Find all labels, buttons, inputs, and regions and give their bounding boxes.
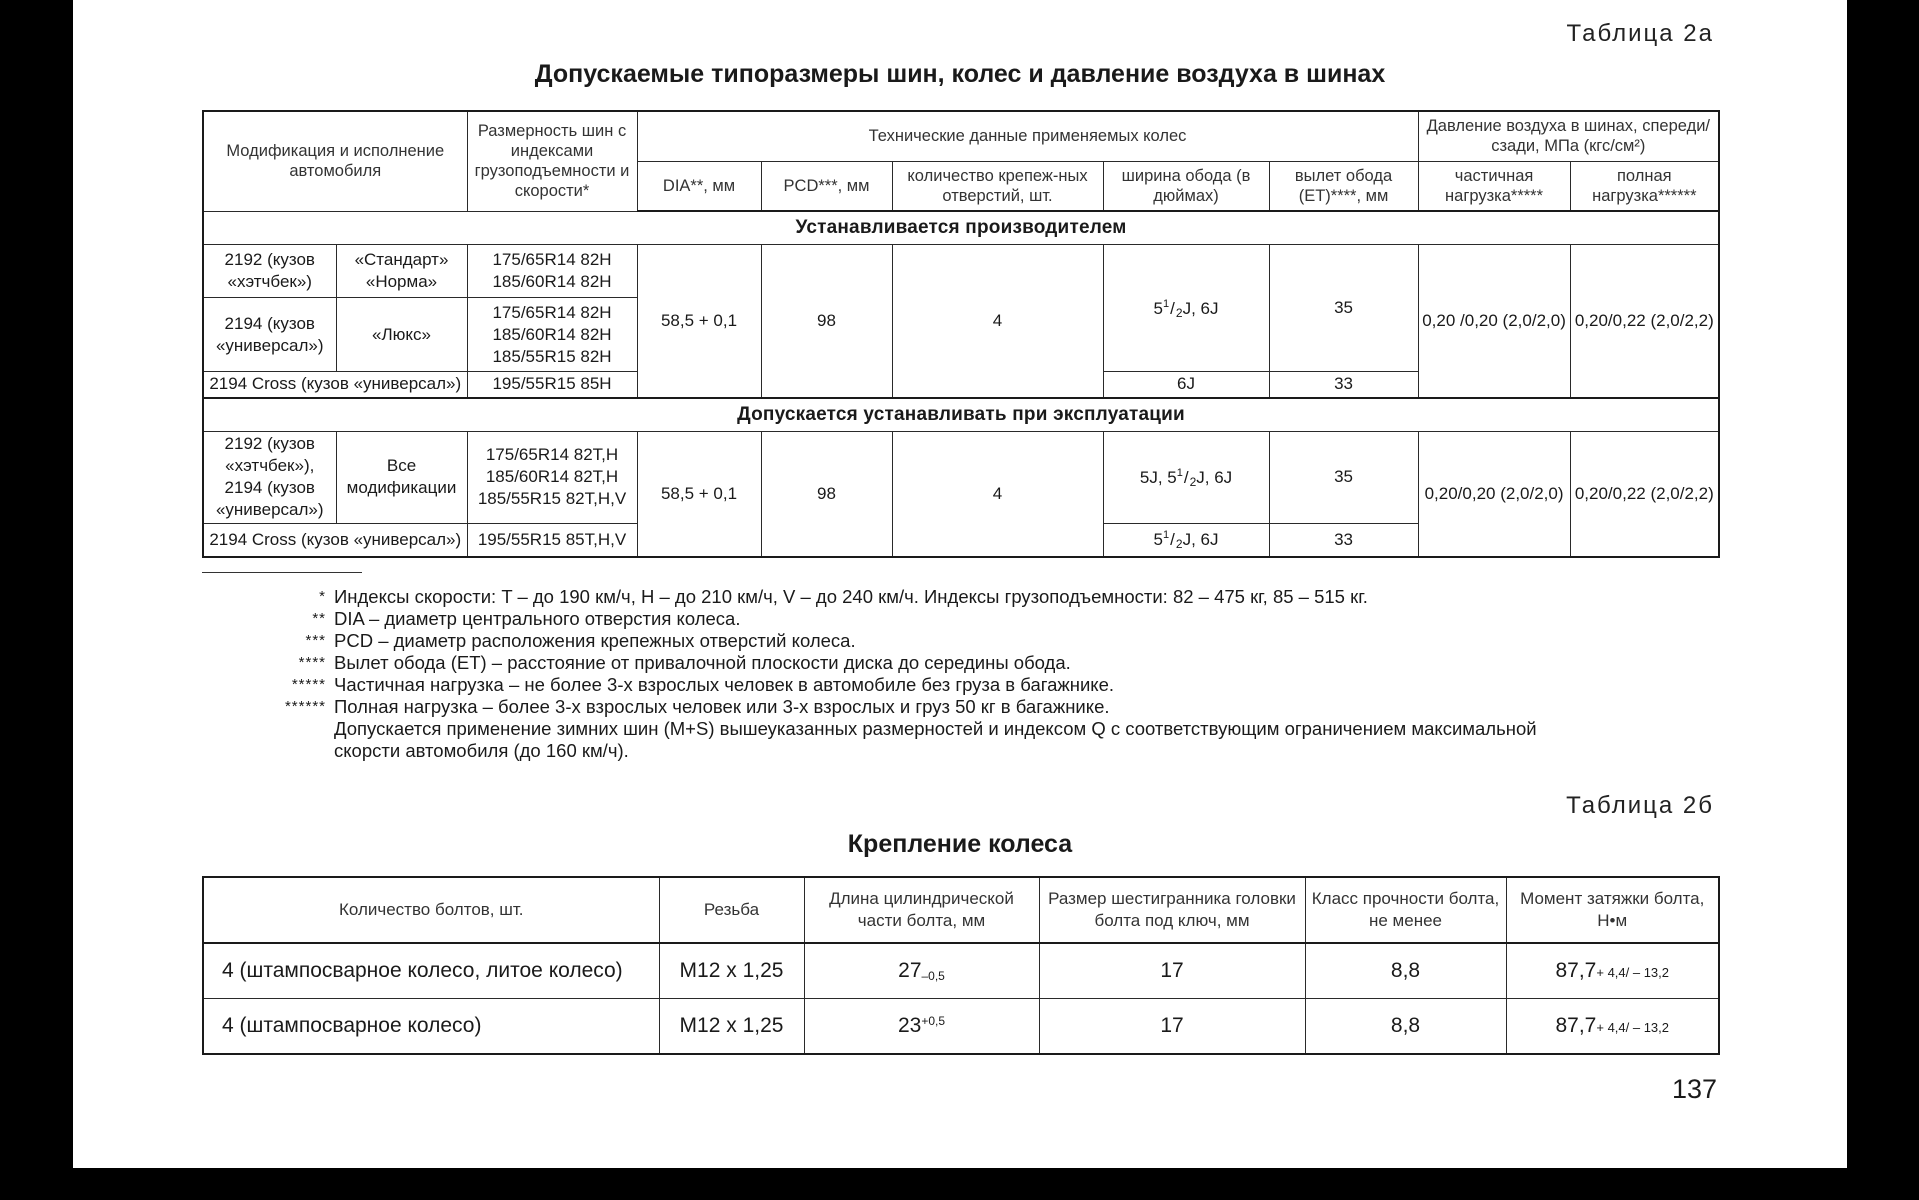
- header-length: Длина цилиндрической части болта, мм: [804, 877, 1039, 943]
- table-2a-title: Допускаемые типоразмеры шин, колес и давление воздуха в шинах: [534, 60, 1386, 88]
- allowed-modifications-cell: Все модификации: [336, 431, 467, 523]
- footnote: * Индексы скорости: T – до 190 км/ч, H – до 210 км/ч, V – до 240 км/ч. Индексы грузоподъемности: 82 – 475 кг, 85 – 515 кг.: [319, 586, 1368, 607]
- header-bolt-holes: количество крепеж-ных отверстий, шт.: [892, 161, 1103, 211]
- bolt-holes-factory-cell: 4: [892, 245, 1103, 398]
- length-cell: 27–0,5: [804, 943, 1039, 999]
- cross-tire-allowed-cell: 195/55R15 85T,H,V: [467, 523, 637, 557]
- footnote-divider: [202, 572, 362, 573]
- cross-tire-factory-cell: 195/55R15 85H: [467, 372, 637, 398]
- footnote: ****** Полная нагрузка – более 3-х взрослых человек или 3-х взрослых и груз 50 кг в багажнике.: [284, 696, 1110, 717]
- winter-tire-note-line2: скорсти автомобиля (до 160 км/ч).: [334, 740, 629, 761]
- hex-size-cell: 17: [1039, 943, 1305, 999]
- pressure-partial-allowed-cell: 0,20/0,20 (2,0/2,0): [1418, 431, 1570, 557]
- allowed-models-cell: 2192 (кузов «хэтчбек»), 2194 (кузов «универсал»): [203, 431, 336, 523]
- header-rim-width: ширина обода (в дюймах): [1103, 161, 1269, 211]
- hex-size-cell: 17: [1039, 999, 1305, 1055]
- trim-standard-cell: «Стандарт» «Норма»: [336, 245, 467, 298]
- cross-rim-factory-cell: 6J: [1103, 372, 1269, 398]
- table-2b-label: Таблица 2б: [1566, 792, 1714, 819]
- bolt-holes-allowed-cell: 4: [892, 431, 1103, 557]
- pressure-full-factory-cell: 0,20/0,22 (2,0/2,2): [1570, 245, 1719, 398]
- offset-allowed-cell: 35: [1269, 431, 1418, 523]
- table-2b-title: Крепление колеса: [847, 830, 1073, 858]
- header-strength: Класс прочности болта, не менее: [1305, 877, 1506, 943]
- header-modification: Модификация и исполнение автомобиля: [203, 111, 467, 211]
- cross-offset-allowed-cell: 33: [1269, 523, 1418, 557]
- header-thread: Резьба: [659, 877, 804, 943]
- document-page: [73, 0, 1847, 1168]
- torque-cell: 87,7+ 4,4/ – 13,2: [1506, 999, 1719, 1055]
- footnote: *** PCD – диаметр расположения крепежных отверстий колеса.: [305, 630, 856, 651]
- header-full-load: полная нагрузка******: [1570, 161, 1719, 211]
- header-partial-load: частичная нагрузка*****: [1418, 161, 1570, 211]
- dia-allowed-cell: 58,5 + 0,1: [637, 431, 761, 557]
- pcd-factory-cell: 98: [761, 245, 892, 398]
- cross-model-factory-cell: 2194 Cross (кузов «универсал»): [203, 372, 467, 398]
- tires-standard-cell: 175/65R14 82H 185/60R14 82H: [467, 245, 637, 298]
- footnote: ***** Частичная нагрузка – не более 3-х взрослых человек в автомобиле без груза в багажнике.: [291, 674, 1115, 695]
- pcd-allowed-cell: 98: [761, 431, 892, 557]
- dia-factory-cell: 58,5 + 0,1: [637, 245, 761, 398]
- cross-model-allowed-cell: 2194 Cross (кузов «универсал»): [203, 523, 467, 557]
- header-pcd: PCD***, мм: [761, 161, 892, 211]
- header-dia: DIA**, мм: [637, 161, 761, 211]
- trim-lux-cell: «Люкс»: [336, 298, 467, 372]
- table-2a-label: Таблица 2а: [1566, 20, 1714, 47]
- header-wheel-data: Технические данные применяемых колес: [637, 111, 1418, 161]
- section-factory-title: Устанавливается производителем: [203, 211, 1719, 245]
- section-allowed-title: Допускается устанавливать при эксплуатации: [203, 398, 1719, 432]
- bolt-count-cell: 4 (штампосварное колесо): [203, 999, 659, 1055]
- strength-cell: 8,8: [1305, 943, 1506, 999]
- winter-tire-note-line1: Допускается применение зимних шин (M+S) вышеуказанных размерностей и индексом Q с соответствующим ограничением максимальной: [334, 718, 1537, 739]
- tires-lux-cell: 175/65R14 82H 185/60R14 82H 185/55R15 82H: [467, 298, 637, 372]
- length-cell: $23^{+0,5}$: [804, 999, 1039, 1055]
- thread-cell: M12 x 1,25: [659, 943, 804, 999]
- rim-width-allowed-cell: 5J, $5^1/2J$, 6J: [1103, 431, 1269, 523]
- rim-width-factory-cell: $5^1/2J$, 6J: [1103, 245, 1269, 372]
- footnote: **** Вылет обода (ET) – расстояние от привалочной плоскости диска до середины обода.: [298, 652, 1071, 673]
- wheel-fastening-table: [202, 876, 1720, 1055]
- bolt-count-cell: 4 (штампосварное колесо, литое колесо): [203, 943, 659, 999]
- header-hex-size: Размер шестигранника головки болта под ключ, мм: [1039, 877, 1305, 943]
- header-torque: Момент затяжки болта, Н•м: [1506, 877, 1719, 943]
- offset-factory-cell: 35: [1269, 245, 1418, 372]
- table-row: [203, 943, 1719, 999]
- page-number: 137: [1671, 1074, 1717, 1104]
- footnote: ** DIA – диаметр центрального отверстия колеса.: [312, 608, 741, 629]
- allowed-tires-cell: 175/65R14 82T,H 185/60R14 82T,H 185/55R15 82T,H,V: [467, 431, 637, 523]
- header-bolt-count: Количество болтов, шт.: [203, 877, 659, 943]
- tire-wheel-table: [202, 110, 1720, 558]
- pressure-partial-factory-cell: 0,20 /0,20 (2,0/2,0): [1418, 245, 1570, 398]
- footnotes: [202, 586, 1537, 762]
- thread-cell: M12 x 1,25: [659, 999, 804, 1055]
- cross-offset-factory-cell: 33: [1269, 372, 1418, 398]
- header-pressure: Давление воздуха в шинах, спереди/сзади, МПа (кгс/см²): [1418, 111, 1719, 161]
- torque-cell: 87,7+ 4,4/ – 13,2: [1506, 943, 1719, 999]
- table-row: [203, 999, 1719, 1055]
- cross-rim-allowed-cell: $5^1/2J$, 6J: [1103, 523, 1269, 557]
- header-tire-size: Размерность шин с индексами грузоподъемности и скорости*: [467, 111, 637, 211]
- model-2192-cell: 2192 (кузов «хэтчбек»): [203, 245, 336, 298]
- pressure-full-allowed-cell: 0,20/0,22 (2,0/2,2): [1570, 431, 1719, 557]
- model-2194-cell: 2194 (кузов «универсал»): [203, 298, 336, 372]
- header-offset: вылет обода (ET)****, мм: [1269, 161, 1418, 211]
- strength-cell: 8,8: [1305, 999, 1506, 1055]
